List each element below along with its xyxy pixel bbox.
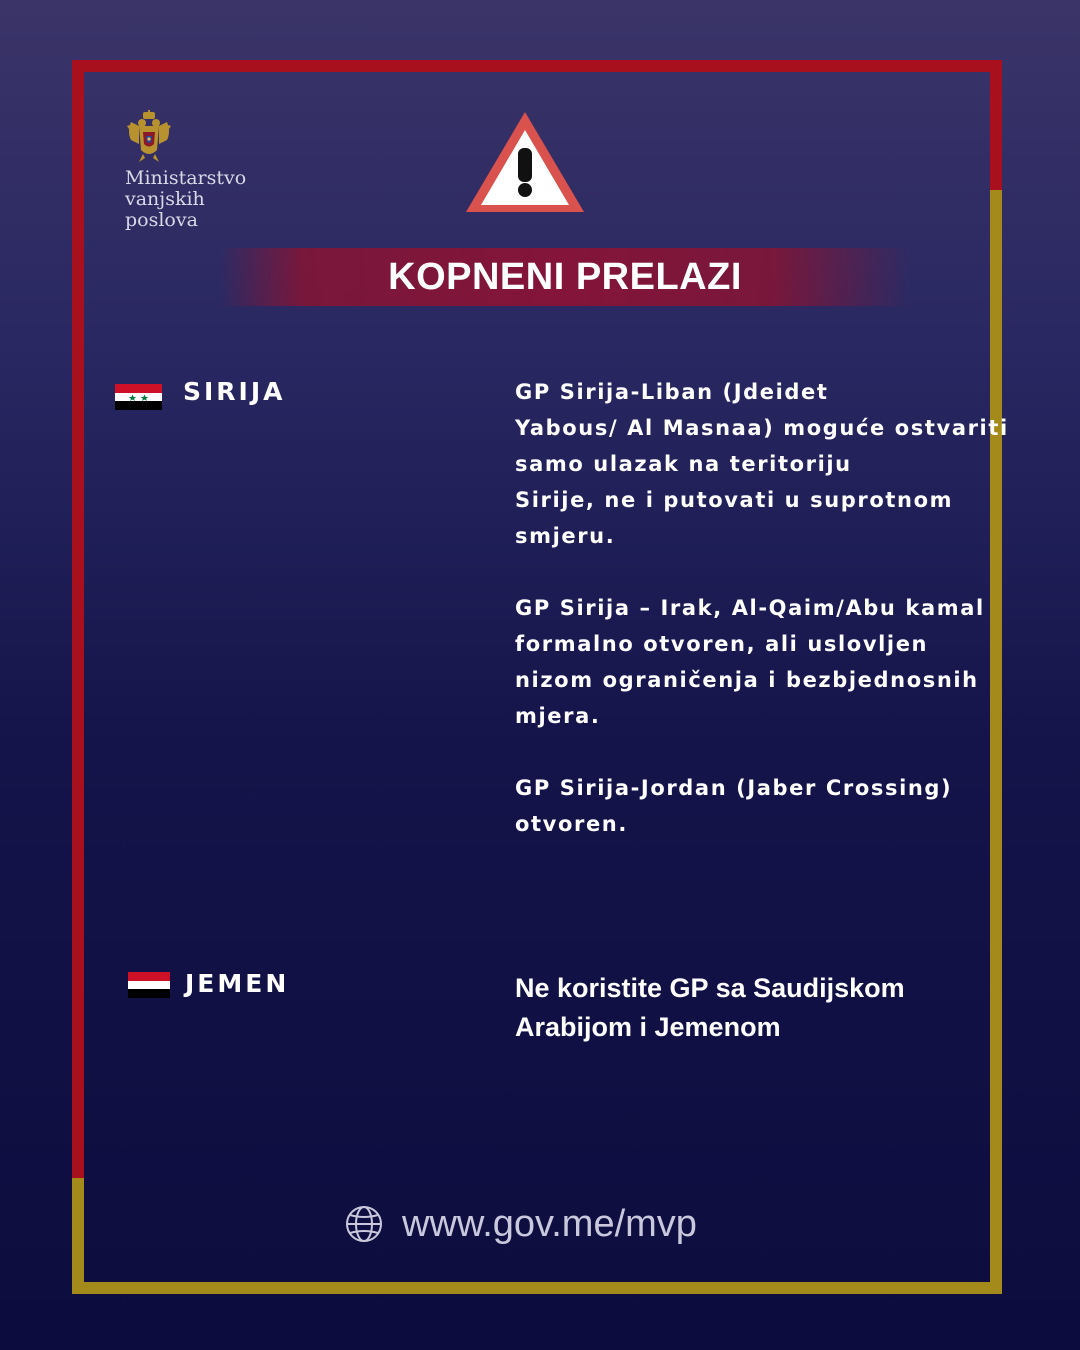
frame-left-gold bbox=[72, 1178, 84, 1294]
warning-triangle-icon bbox=[462, 108, 588, 216]
website-link[interactable]: www.gov.me/mvp bbox=[402, 1203, 697, 1245]
ministry-line-3: poslova bbox=[125, 209, 198, 231]
syria-lebanon-crossing: GP Sirija-Liban (Jdeidet Yabous/ Al Masnaa) moguće ostvariti samo ulazak na teritoriju Sirije, ne i putovati u suprotnom smjeru. bbox=[515, 380, 1009, 548]
yemen-flag-icon bbox=[128, 972, 170, 998]
montenegro-coat-of-arms-icon bbox=[125, 110, 173, 164]
yemen-crossing-info: Ne koristite GP sa Saudijskom Arabijom i Jemenom bbox=[515, 973, 905, 1042]
frame-right-red bbox=[990, 60, 1002, 190]
syria-crossings-info bbox=[515, 374, 1015, 842]
ministry-line-2: vanjskih bbox=[125, 188, 205, 210]
globe-icon bbox=[344, 1204, 384, 1248]
ministry-line-1: Ministarstvo bbox=[125, 167, 247, 189]
syria-iraq-crossing: GP Sirija – Irak, Al-Qaim/Abu kamal formalno otvoren, ali uslovljen nizom ograničenja i bezbjednosnih mjera. bbox=[515, 596, 985, 728]
page-title: KOPNENI PRELAZI bbox=[388, 256, 742, 298]
ministry-name bbox=[125, 168, 246, 231]
frame-left-red bbox=[72, 60, 84, 1178]
country-label-syria: SIRIJA bbox=[183, 377, 286, 406]
syria-flag-icon bbox=[115, 384, 162, 410]
frame-top bbox=[72, 60, 1002, 72]
country-label-yemen: JEMEN bbox=[185, 969, 290, 998]
syria-jordan-crossing: GP Sirija-Jordan (Jaber Crossing) otvoren. bbox=[515, 776, 953, 836]
frame-bottom bbox=[72, 1282, 1002, 1294]
title-banner bbox=[220, 248, 910, 306]
